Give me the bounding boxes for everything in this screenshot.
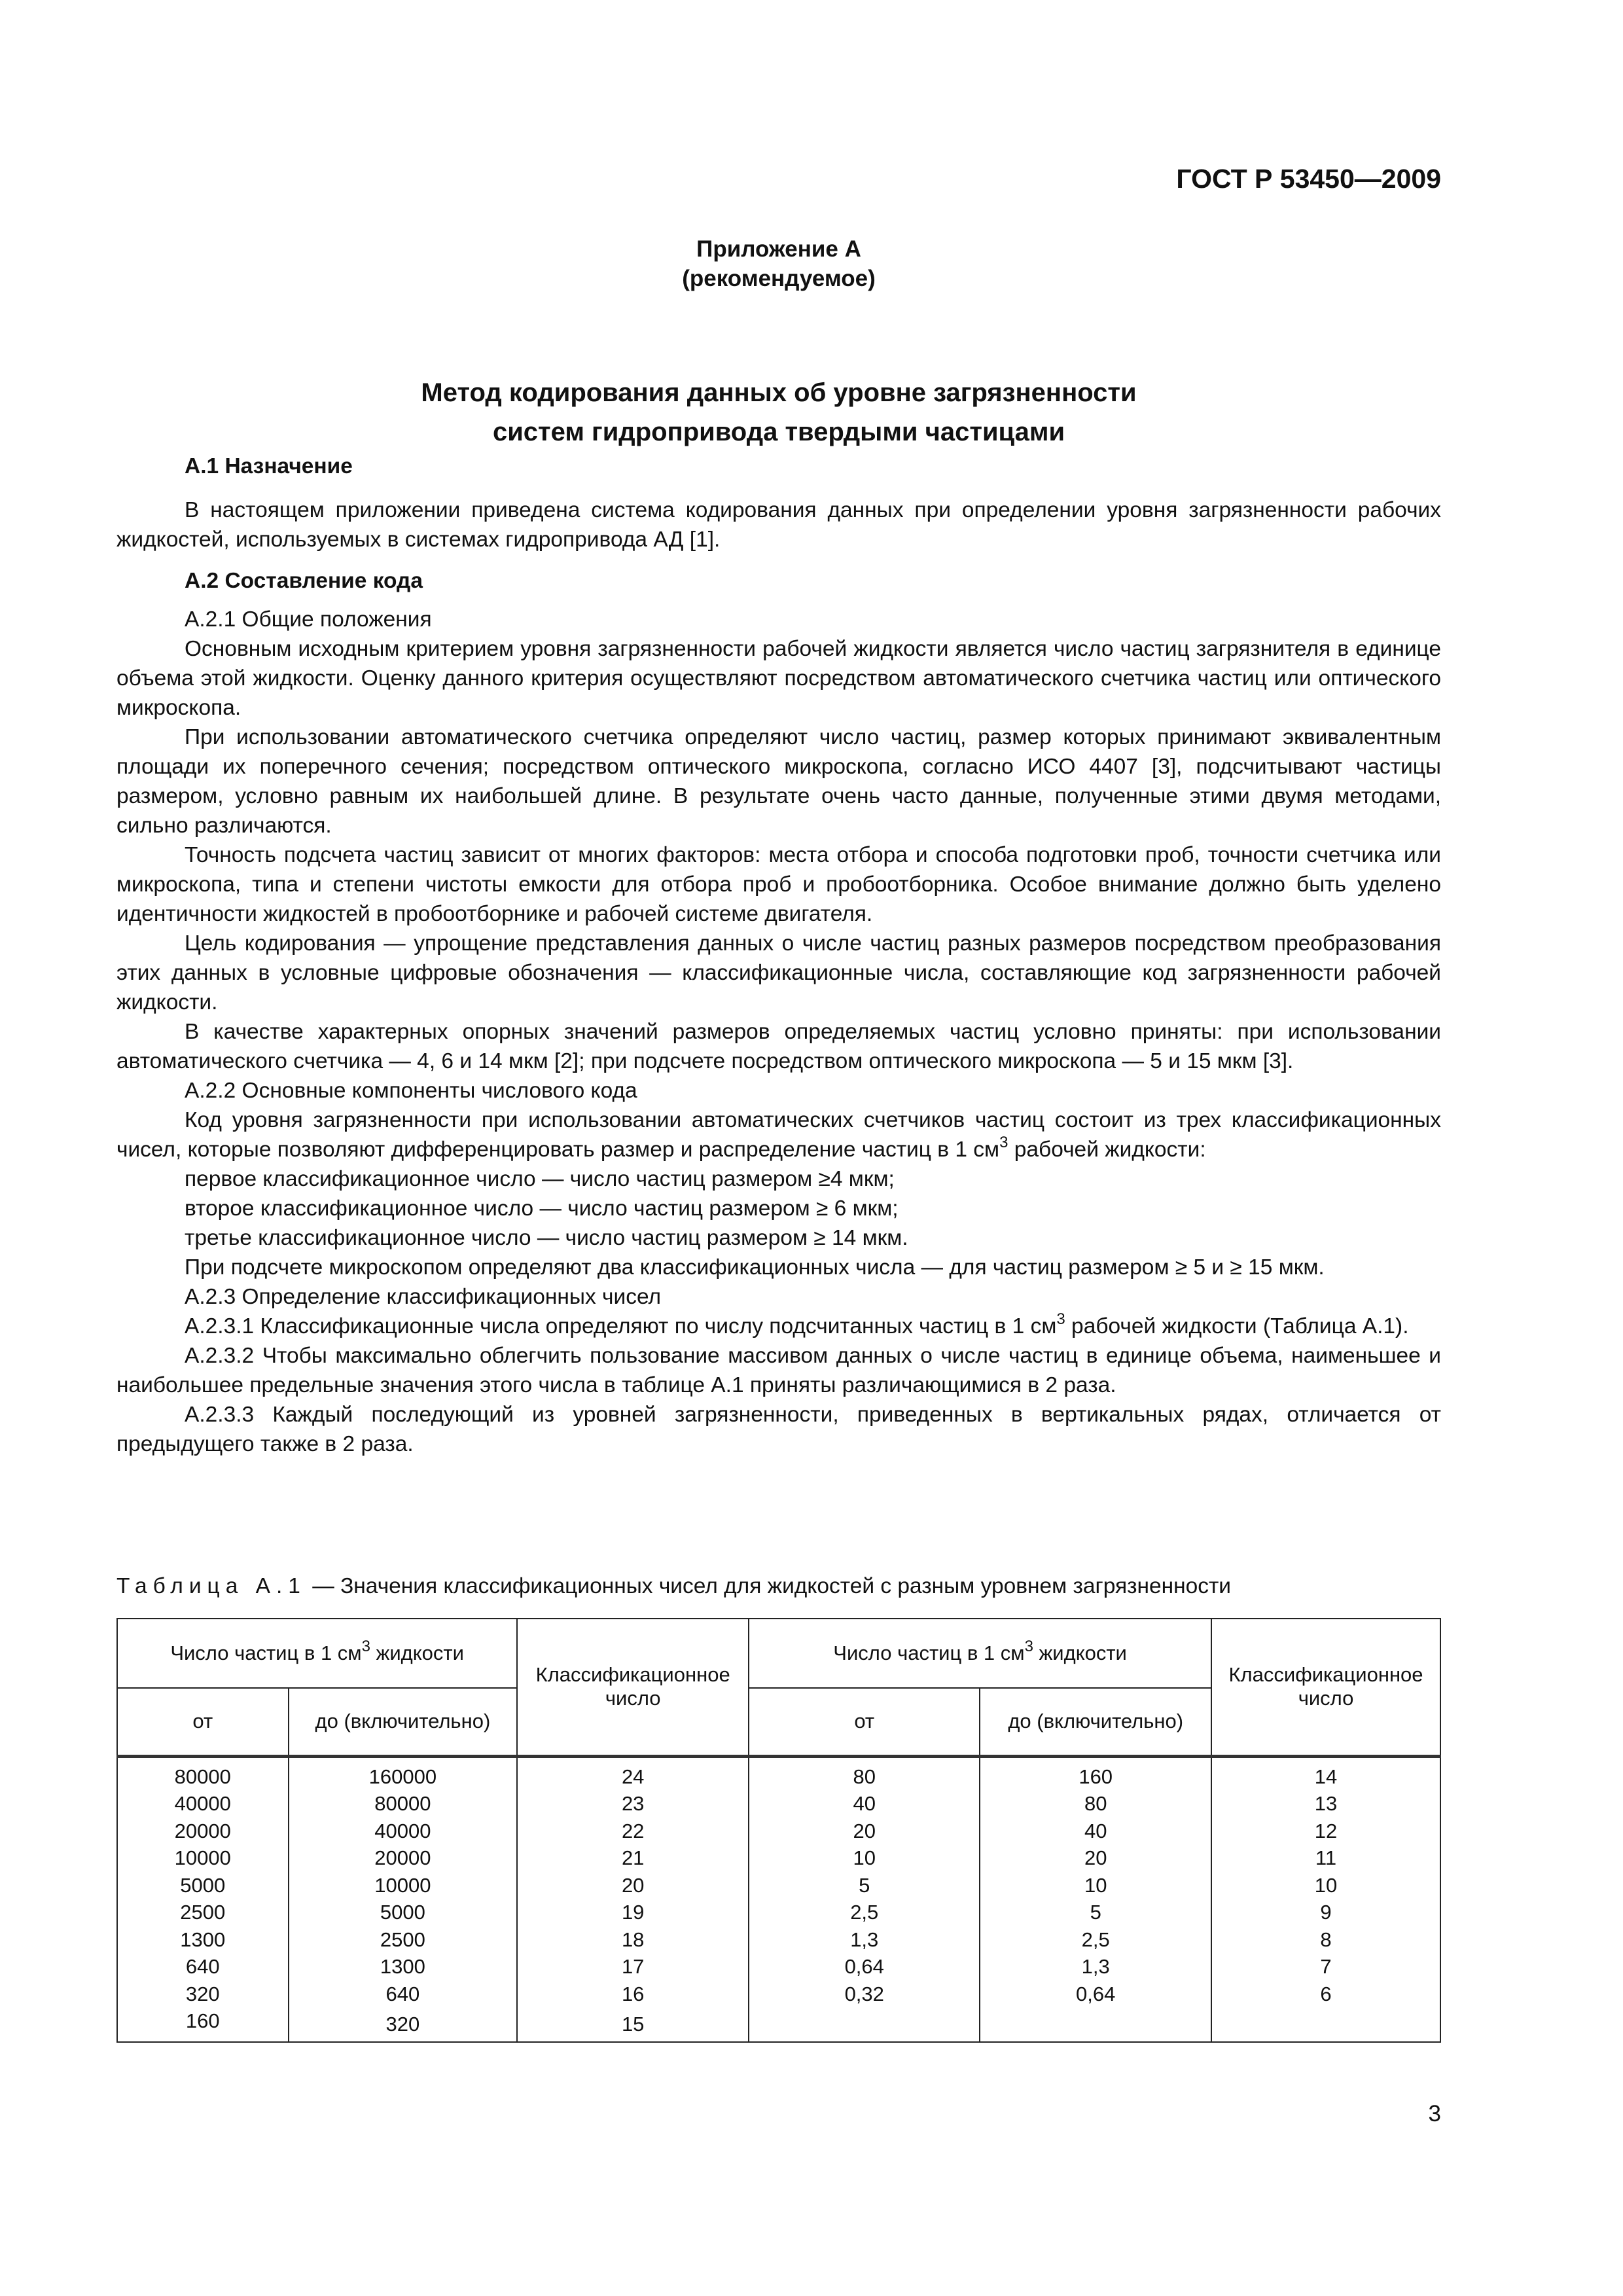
col-from-right: от bbox=[749, 1688, 980, 1756]
table-row: 10000 20000 21 10 20 11 bbox=[117, 1844, 1440, 1872]
class-number-header-left: Классификационное число bbox=[517, 1619, 749, 1756]
table-row: 160 320 15 bbox=[117, 2007, 1440, 2042]
table-row: 1300 2500 18 1,3 2,5 8 bbox=[117, 1926, 1440, 1954]
appendix-title bbox=[116, 234, 1441, 293]
paragraph: Точность подсчета частиц зависит от многих факторов: места отбора и способа подготовки проб, точности счетчика или микроскопа, типа и степени чистоты емкости для отбора проб и пробоотборника. Особое внимание должно быть уделено идентичности жидкостей в пробоотборнике и рабочей системе двигателя. bbox=[116, 843, 1441, 926]
section-a1-heading: А.1 Назначение bbox=[185, 454, 353, 478]
group-header-left: Число частиц в 1 $см^3$ жидкости bbox=[117, 1619, 517, 1688]
table-caption bbox=[116, 1574, 1231, 1599]
table-row: 2500 5000 19 2,5 5 9 bbox=[117, 1899, 1440, 1926]
paragraph: В настоящем приложении приведена система кодирования данных при определении уровня загрязненности рабочих жидкостей, используемых в системах гидропривода АД [1]. bbox=[116, 498, 1441, 552]
subsection-a23-heading: А.2.3 Определение классификационных чисел bbox=[185, 1285, 662, 1309]
table-row: 320 640 16 0,32 0,64 6 bbox=[117, 1981, 1440, 2008]
paragraph: Основным исходным критерием уровня загрязненности рабочей жидкости является число частиц загрязнителя в единице объема этой жидкости. Оценку данного критерия осуществляют посредством автоматического счетчика частиц или оптического микроскопа. bbox=[116, 637, 1441, 720]
paragraph: При использовании автоматического счетчика определяют число частиц, размер которых принимают эквивалентным площади их поперечного сечения; посредством оптического микроскопа, согласно ИСО 4407 [3], подсчитывают частицы размером, условно равным их наибольшей длине. В результате очень часто данные, полученные этими двумя методами, сильно различаются. bbox=[116, 725, 1441, 838]
subsection-a21-heading: А.2.1 Общие положения bbox=[185, 607, 432, 632]
classification-table bbox=[116, 1618, 1441, 2043]
table-caption-label: Таблица А.1 bbox=[116, 1574, 306, 1598]
paragraph: Код уровня загрязненности при использовании автоматических счетчиков частиц состоит из трех классификационных чисел, которые позволяют дифференцировать размер и распределение частиц в 1 $см^3$ рабочей жидкости: bbox=[116, 1108, 1441, 1162]
body-text bbox=[116, 452, 1441, 1459]
col-from-left: от bbox=[117, 1688, 289, 1756]
page-number: 3 bbox=[1428, 2101, 1441, 2126]
col-to-right: до (включительно) bbox=[980, 1688, 1211, 1756]
table-row: 40000 80000 23 40 80 13 bbox=[117, 1790, 1440, 1818]
table-row: 80000 160000 24 80 160 14 bbox=[117, 1763, 1440, 1791]
section-a2-heading: А.2 Составление кода bbox=[185, 569, 423, 593]
main-title bbox=[116, 373, 1441, 452]
table-caption-text: — Значения классификационных чисел для жидкостей с разным уровнем загрязненности bbox=[306, 1574, 1232, 1598]
table-row: 20000 40000 22 20 40 12 bbox=[117, 1818, 1440, 1845]
header-separator bbox=[117, 1756, 1440, 1763]
table-row: 5000 10000 20 5 10 10 bbox=[117, 1872, 1440, 1899]
paragraph: А.2.3.3 Каждый последующий из уровней загрязненности, приведенных в вертикальных рядах, отличается от предыдущего также в 2 раза. bbox=[116, 1403, 1441, 1456]
paragraph: Цель кодирования — упрощение представления данных о числе частиц разных размеров посредством преобразования этих данных в условные цифровые обозначения — классификационные числа, составляющие код загрязненности рабочей жидкости. bbox=[116, 931, 1441, 1014]
main-title-line2: систем гидропривода твердыми частицами bbox=[492, 418, 1065, 446]
list-item: третье классификационное число — число частиц размером ≥ 14 мкм. bbox=[185, 1226, 908, 1250]
main-title-line1: Метод кодирования данных об уровне загрязненности bbox=[421, 378, 1137, 407]
table-row: 640 1300 17 0,64 1,3 7 bbox=[117, 1953, 1440, 1981]
list-item: первое классификационное число — число частиц размером ≥4 мкм; bbox=[185, 1167, 895, 1191]
paragraph: В качестве характерных опорных значений размеров определяемых частиц условно приняты: при использовании автоматического счетчика — 4, 6 и 14 мкм [2]; при подсчете посредством оптического микроскопа — 5 и 15 мкм [3]. bbox=[116, 1020, 1441, 1073]
class-number-header-right: Классификационное число bbox=[1211, 1619, 1440, 1756]
appendix-title-line2: (рекомендуемое) bbox=[682, 266, 876, 291]
col-to-left: до (включительно) bbox=[289, 1688, 518, 1756]
paragraph: А.2.3.2 Чтобы максимально облегчить пользование массивом данных о числе частиц в единице объема, наименьшее и наибольшее предельные значения этого числа в таблице А.1 приняты различающимися в 2 раза. bbox=[116, 1344, 1441, 1397]
standard-number: ГОСТ Р 53450—2009 bbox=[1176, 164, 1441, 194]
appendix-title-line1: Приложение А bbox=[696, 236, 861, 262]
list-item: второе классификационное число — число частиц размером ≥ 6 мкм; bbox=[185, 1196, 899, 1221]
paragraph: При подсчете микроскопом определяют два классификационных числа — для частиц размером ≥ 5 и ≥ 15 мкм. bbox=[185, 1255, 1325, 1280]
paragraph: А.2.3.1 Классификационные числа определяют по числу подсчитанных частиц в 1 $см^3$ рабочей жидкости (Таблица А.1). bbox=[185, 1310, 1409, 1338]
group-header-right: Число частиц в 1 $см^3$ жидкости bbox=[749, 1619, 1211, 1688]
document-page bbox=[116, 0, 1441, 2296]
subsection-a22-heading: А.2.2 Основные компоненты числового кода bbox=[185, 1079, 637, 1103]
